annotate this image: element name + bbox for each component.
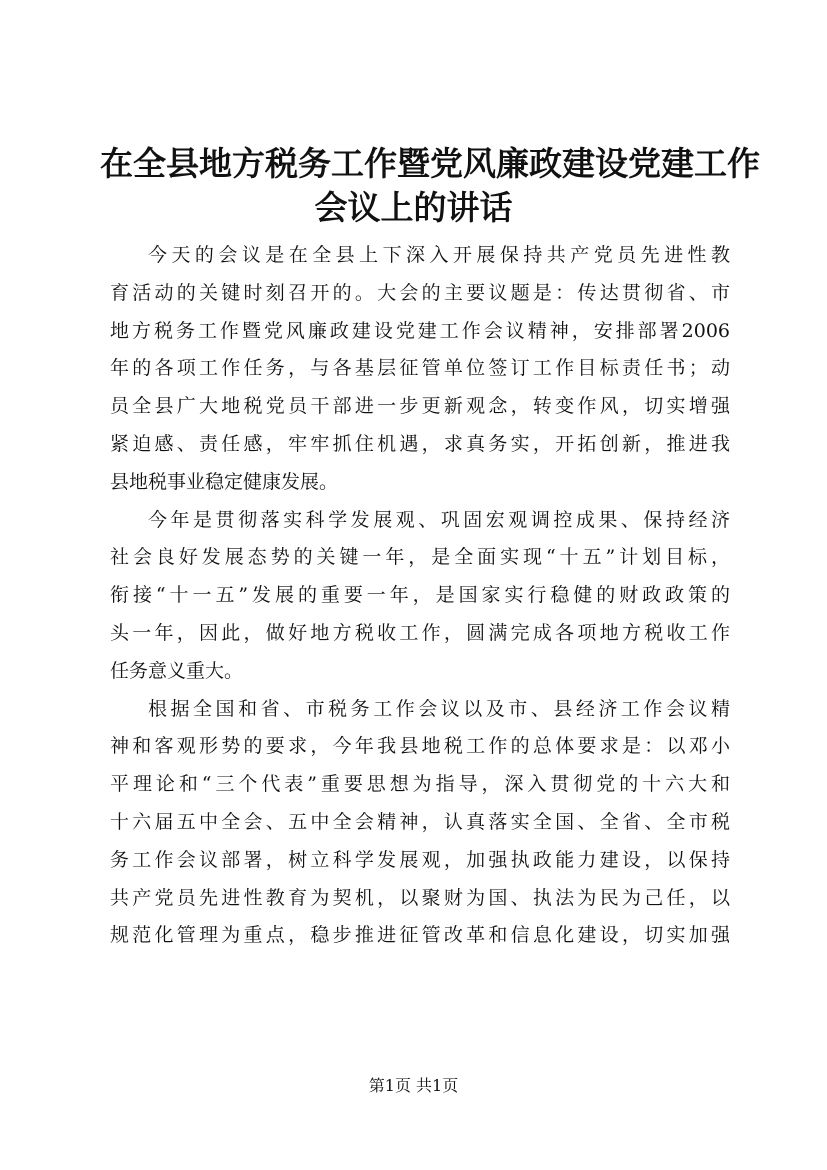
paragraph-line: 地方税务工作暨党风廉政建设党建工作会议精神，安排部署2006 [110, 319, 730, 342]
paragraph-line: 育活动的关键时刻召开的。大会的主要议题是：传达贯彻省、市 [110, 281, 730, 304]
paragraph-line: 紧迫感、责任感，牢牢抓住机遇，求真务实，开拓创新，推进我 [110, 432, 730, 455]
paragraph-line: 衔接“十一五”发展的重要一年，是国家实行稳健的财政政策的 [110, 584, 730, 607]
paragraph-line: 今年是贯彻落实科学发展观、巩固宏观调控成果、保持经济 [148, 508, 730, 531]
document-body [110, 237, 730, 955]
page-footer: 第1页 共1页 [368, 1076, 459, 1095]
paragraph-line: 神和客观形势的要求，今年我县地税工作的总体要求是：以邓小 [110, 735, 730, 758]
paragraph-3 [110, 691, 730, 956]
paragraph-line: 规范化管理为重点，稳步推进征管改革和信息化建设，切实加强 [110, 924, 730, 947]
paragraph-line: 头一年，因此，做好地方税收工作，圆满完成各项地方税收工作 [110, 621, 730, 644]
paragraph-line: 今天的会议是在全县上下深入开展保持共产党员先进性教 [148, 244, 730, 266]
title-line: 在全县地方税务工作暨党风廉政建设党建工作 [100, 144, 760, 183]
paragraph-line: 根据全国和省、市税务工作会议以及市、县经济工作会议精 [148, 697, 730, 720]
title-line: 会议上的讲话 [314, 188, 513, 227]
paragraph-2 [110, 502, 730, 691]
document-title [100, 142, 760, 230]
paragraph-line: 共产党员先进性教育为契机，以聚财为国、执法为民为己任，以 [110, 886, 730, 909]
paragraph-line: 县地税事业稳定健康发展。 [110, 470, 339, 493]
paragraph-line: 平理论和“三个代表”重要思想为指导，深入贯彻党的十六大和 [110, 773, 730, 796]
paragraph-1 [110, 237, 730, 502]
paragraph-line: 社会良好发展态势的关键一年，是全面实现“十五”计划目标， [110, 546, 730, 569]
paragraph-line: 任务意义重大。 [110, 659, 244, 682]
paragraph-line: 十六届五中全会、五中全会精神，认真落实全国、全省、全市税 [110, 810, 730, 833]
paragraph-line: 员全县广大地税党员干部进一步更新观念，转变作风，切实增强 [110, 395, 730, 418]
paragraph-line: 年的各项工作任务，与各基层征管单位签订工作目标责任书；动 [110, 357, 730, 380]
paragraph-line: 务工作会议部署，树立科学发展观，加强执政能力建设，以保持 [110, 848, 730, 871]
